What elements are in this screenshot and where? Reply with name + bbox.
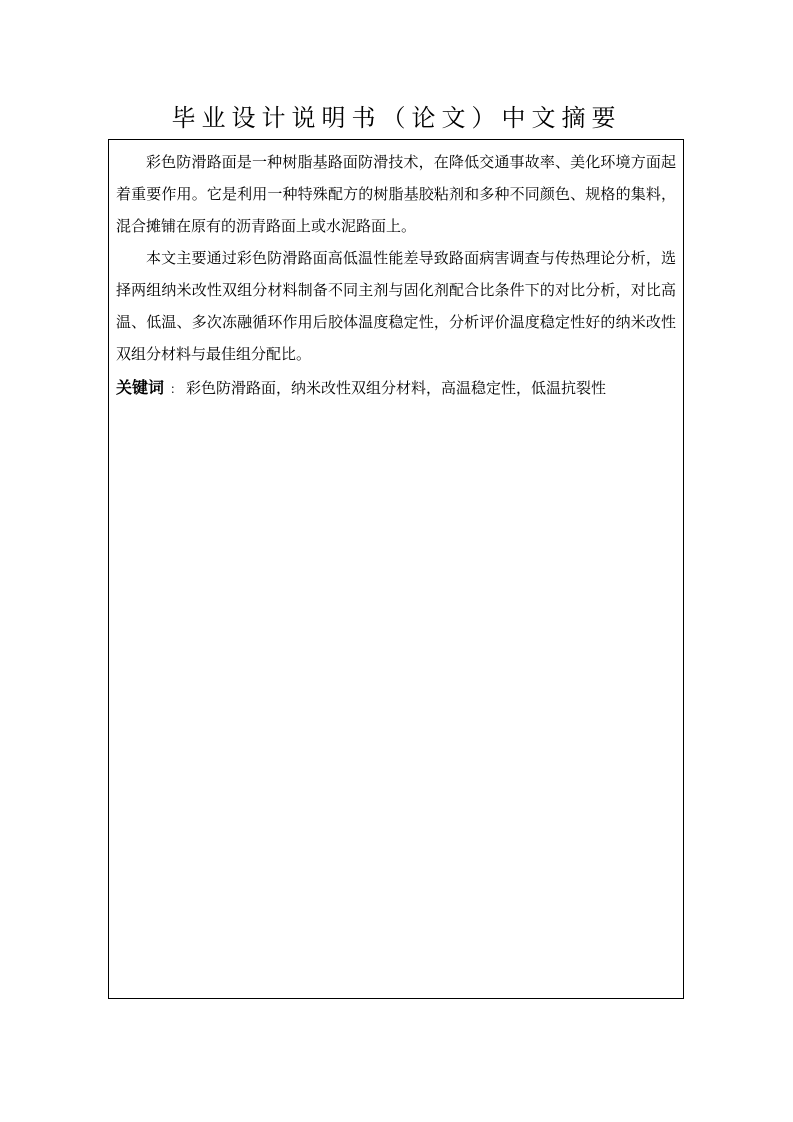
abstract-box [108,139,684,999]
abstract-paragraph-2: 本文主要通过彩色防滑路面高低温性能差导致路面病害调查与传热理论分析，选择两组纳米改性双组分材料制备不同主剂与固化剂配合比条件下的对比分析，对比高温、低温、多次冻融循环作用后胶体温度稳定性，分析评价温度稳定性好的纳米改性双组分材料与最佳组分配比。 [116,249,676,363]
page-title: 毕业设计说明书（论文）中文摘要 [171,104,622,132]
keywords-line [116,372,676,405]
keywords-separator: ： [170,382,183,396]
keywords-value: 彩色防滑路面，纳米改性双组分材料，高温稳定性，低温抗裂性 [186,379,607,397]
keywords-label: 关键词 [116,378,165,397]
abstract-paragraph-1: 彩色防滑路面是一种树脂基路面防滑技术，在降低交通事故率、美化环境方面起着重要作用。它是利用一种特殊配方的树脂基胶粘剂和多种不同颜色、规格的集料，混合摊铺在原有的沥青路面上或水泥路面上。 [116,153,676,235]
